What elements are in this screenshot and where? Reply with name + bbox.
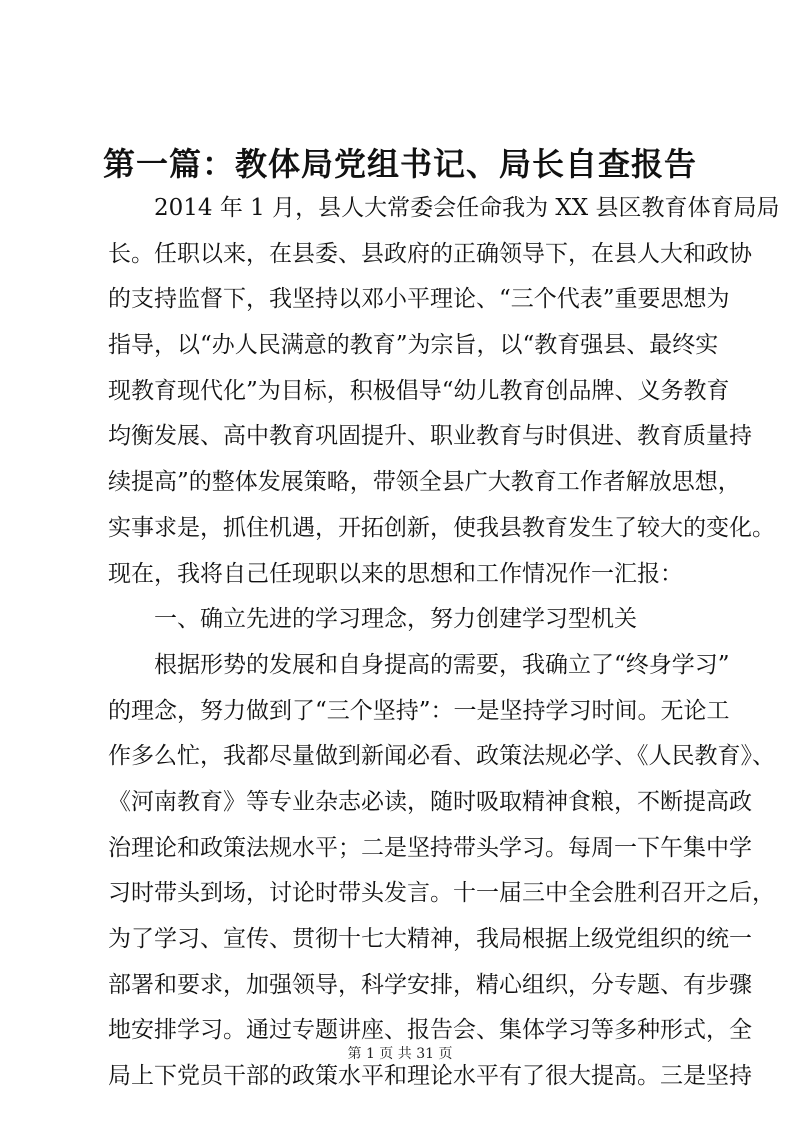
paragraph-line: 地安排学习。通过专题讲座、报告会、集体学习等多种形式，全 bbox=[108, 1017, 752, 1044]
paragraph-line: 习时带头到场，讨论时带头发言。十一届三中全会胜利召开之后， bbox=[108, 880, 775, 907]
paragraph-line: 实事求是，抓住机遇，开拓创新，使我县教育发生了较大的变化。 bbox=[108, 514, 775, 541]
paragraph-line: 部署和要求，加强领导，科学安排，精心组织，分专题、有步骤 bbox=[108, 971, 752, 998]
paragraph-line: 为了学习、宣传、贯彻十七大精神，我局根据上级党组织的统一 bbox=[108, 926, 752, 952]
document-title: 第一篇：教体局党组书记、局长自查报告 bbox=[102, 145, 697, 183]
paragraph-line: 的理念，努力做到了“三个坚持”：一是坚持学习时间。无论工 bbox=[108, 697, 730, 724]
paragraph-line: 《河南教育》等专业杂志必读，随时吸取精神食粮，不断提高政 bbox=[108, 788, 752, 815]
paragraph-line: 长。任职以来，在县委、县政府的正确领导下，在县人大和政协 bbox=[108, 240, 752, 267]
paragraph-line: 局上下党员干部的政策水平和理论水平有了很大提高。三是坚持 bbox=[108, 1063, 752, 1090]
page-number-footer: 第 1 页 共 31 页 bbox=[347, 1046, 453, 1062]
paragraph-line: 续提高”的整体发展策略，带领全县广大教育工作者解放思想， bbox=[108, 469, 741, 496]
paragraph-line: 作多么忙，我都尽量做到新闻必看、政策法规必学、《人民教育》、 bbox=[108, 743, 775, 770]
paragraph-line: 现教育现代化”为目标，积极倡导“幼儿教育创品牌、义务教育 bbox=[108, 377, 730, 404]
paragraph-line: 现在，我将自己任现职以来的思想和工作情况作一汇报： bbox=[108, 560, 683, 587]
paragraph-line: 的支持监督下，我坚持以邓小平理论、“三个代表”重要思想为 bbox=[108, 286, 730, 313]
document-body bbox=[108, 186, 780, 1100]
paragraph-line: 指导，以“办人民满意的教育”为宗旨，以“教育强县、最终实 bbox=[108, 332, 719, 359]
paragraph-line: 2014 年 1 月，县人大常委会任命我为 XX 县区教育体育局局 bbox=[154, 195, 780, 221]
paragraph-line: 根据形势的发展和自身提高的需要，我确立了“终身学习” bbox=[154, 651, 730, 678]
paragraph-line: 治理论和政策法规水平；二是坚持带头学习。每周一下午集中学 bbox=[108, 834, 752, 861]
paragraph-line: 均衡发展、高中教育巩固提升、职业教育与时俱进、教育质量持 bbox=[108, 423, 752, 450]
section-heading: 一、确立先进的学习理念，努力创建学习型机关 bbox=[154, 606, 637, 633]
